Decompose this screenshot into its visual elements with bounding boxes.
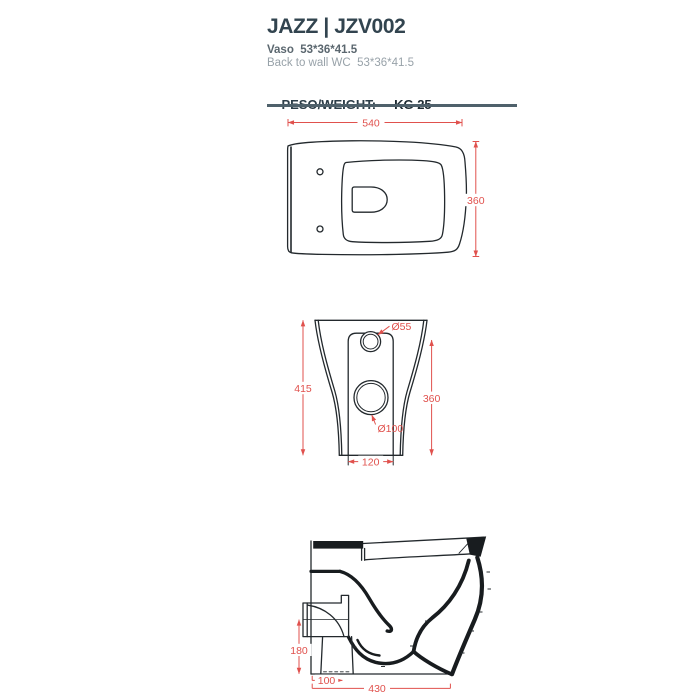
dim-label-back-channel-width: 120 xyxy=(361,456,380,469)
dim-label-inlet-diameter: Ø55 xyxy=(391,320,412,333)
side-view-bowl-left-curve xyxy=(340,571,391,631)
product-description-italian: Vaso 53*36*41.5 xyxy=(267,44,358,56)
side-view-outer-right-curve xyxy=(452,558,482,675)
top-view-hinge-hole-lower xyxy=(317,226,323,232)
dim-label-top-depth: 360 xyxy=(467,195,485,207)
dim-outlet-diameter xyxy=(372,415,404,435)
dim-label-side-depth: 430 xyxy=(368,683,386,696)
top-view-outer-outline xyxy=(288,141,467,255)
side-view-drawing xyxy=(287,536,492,695)
side-view-inner-right-curve xyxy=(414,561,469,652)
dim-label-side-outlet-height: 180 xyxy=(290,644,308,657)
dim-back-channel-width xyxy=(348,456,393,469)
top-view-hinge-hole-upper xyxy=(317,169,323,175)
side-view-rim-top-line xyxy=(363,537,484,543)
back-view-left-outer-edge xyxy=(315,320,339,455)
back-view-right-outer-edge xyxy=(403,320,427,455)
side-view-base-right-curve xyxy=(414,652,452,675)
top-view-drawing xyxy=(288,116,489,256)
dim-side-outlet-offset xyxy=(312,675,342,688)
side-view-downpipe-edges xyxy=(321,637,353,674)
dim-top-depth xyxy=(463,142,489,257)
dim-label-back-height: 415 xyxy=(294,383,312,395)
top-view-seat-rim xyxy=(342,160,445,243)
top-view-trap-hole xyxy=(352,187,387,212)
side-view-seat-line xyxy=(365,554,471,560)
dim-label-back-spigot-height: 360 xyxy=(422,392,441,405)
dim-label-outlet-diameter: Ø100 xyxy=(377,422,404,435)
side-view-shading-ticks xyxy=(353,572,491,667)
back-view-outlet-hole-outer xyxy=(354,381,388,415)
product-description-english: Back to wall WC 53*36*41.5 xyxy=(267,57,415,69)
dim-back-spigot-height xyxy=(419,340,445,455)
dim-label-side-outlet-offset: 100 xyxy=(317,675,336,688)
dim-top-width xyxy=(288,116,462,129)
side-view-elbow-curve xyxy=(308,605,344,636)
dim-label-top-width: 540 xyxy=(362,117,380,130)
back-view-drawing xyxy=(290,320,445,468)
dim-back-height xyxy=(290,320,316,455)
side-view-rim-section-bar xyxy=(313,541,363,549)
product-model-title: JAZZ | JZV002 xyxy=(267,15,406,38)
side-view-rim-drop-lines xyxy=(362,549,365,561)
